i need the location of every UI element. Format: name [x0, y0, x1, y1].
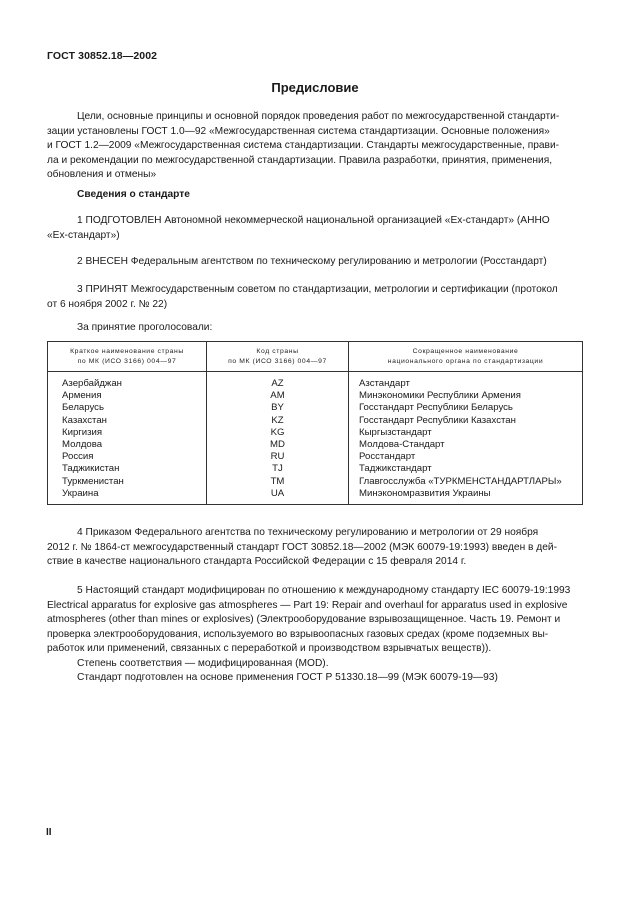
section-heading — [47, 188, 583, 203]
body-cell: Таджикстандарт — [349, 463, 583, 475]
body-cell: Госстандарт Республики Беларусь — [349, 402, 583, 414]
code-cell: KG — [207, 427, 349, 439]
section-heading-text: Сведения о стандарте — [77, 189, 190, 200]
body-cell: Госстандарт Республики Казахстан — [349, 415, 583, 427]
column-header-code: Код страны по МК (ИСО 3166) 004—97 — [207, 342, 349, 372]
item-3 — [47, 283, 583, 312]
text-line: 2 ВНЕСЕН Федеральным агентством по техническому регулированию и метрологии (Росстандарт) — [77, 256, 547, 267]
country-cell: Беларусь — [48, 402, 207, 414]
country-cell: Молдова — [48, 439, 207, 451]
code-cell: RU — [207, 451, 349, 463]
country-cell: Таджикистан — [48, 463, 207, 475]
code-cell: AZ — [207, 372, 349, 391]
table-row — [48, 451, 583, 463]
country-cell: Киргизия — [48, 427, 207, 439]
country-cell: Украина — [48, 488, 207, 505]
text-line: ла и рекомендации по межгосударственной стандартизации. Правила разработки, принятия, применения, — [47, 154, 553, 166]
table-row — [48, 463, 583, 475]
item-2 — [47, 255, 583, 270]
text-line: Electrical apparatus for explosive gas atmospheres — Part 19: Repair and overhaul for apparatus used in explosive — [47, 599, 568, 611]
table-row — [48, 488, 583, 505]
text-line: от 6 ноября 2002 г. № 22) — [47, 298, 168, 310]
document-code: ГОСТ 30852.18—2002 — [47, 50, 158, 62]
page-number: II — [46, 827, 52, 838]
table-row — [48, 415, 583, 427]
body-cell: Кыргызстандарт — [349, 427, 583, 439]
text-line: 1 ПОДГОТОВЛЕН Автономной некоммерческой национальной организацией «Ех-стандарт» (АННО — [77, 215, 550, 226]
column-header-body: Сокращенное наименование национального органа по стандартизации — [349, 342, 583, 372]
table-header-row — [48, 342, 583, 372]
table-row — [48, 476, 583, 488]
table-row — [48, 439, 583, 451]
text-line: Цели, основные принципы и основной порядок проведения работ по межгосударственной стандарти- — [77, 111, 560, 122]
text-line: проверка электрооборудования, используемого во взрывоопасных газовых средах (кроме подземных вы- — [47, 628, 549, 640]
code-cell: MD — [207, 439, 349, 451]
body-cell: Минэкономразвития Украины — [349, 488, 583, 505]
country-cell: Армения — [48, 390, 207, 402]
intro-paragraph — [47, 110, 583, 183]
table-row — [48, 402, 583, 414]
code-cell: TM — [207, 476, 349, 488]
code-cell: BY — [207, 402, 349, 414]
body-cell: Главгосслужба «ТУРКМЕНСТАНДАРТЛАРЫ» — [349, 476, 583, 488]
code-cell: KZ — [207, 415, 349, 427]
code-cell: TJ — [207, 463, 349, 475]
text-line: «Ех-стандарт») — [47, 229, 120, 241]
body-cell: Минэкономики Республики Армения — [349, 390, 583, 402]
code-cell: AM — [207, 390, 349, 402]
body-cell: Азстандарт — [349, 372, 583, 391]
text-line: 3 ПРИНЯТ Межгосударственным советом по стандартизации, метрологии и сертификации (протокол — [77, 284, 558, 295]
body-cell: Росстандарт — [349, 451, 583, 463]
text-line: и ГОСТ 1.2—2009 «Межгосударственная система стандартизации. Стандарты межгосударственные, прави- — [47, 140, 560, 151]
item-5 — [47, 584, 583, 686]
text-line: 5 Настоящий стандарт модифицирован по отношению к международному стандарту IEC 60079-19:1993 — [77, 585, 571, 596]
table-row — [48, 372, 583, 391]
column-header-country: Краткое наименование страны по МК (ИСО 3166) 004—97 — [48, 342, 207, 372]
body-cell: Молдова-Стандарт — [349, 439, 583, 451]
country-cell: Туркменистан — [48, 476, 207, 488]
voting-table — [47, 341, 583, 505]
country-cell: Россия — [48, 451, 207, 463]
text-line: 2012 г. № 1864-ст межгосударственный стандарт ГОСТ 30852.18—2002 (МЭК 60079-19:1993) введен в дей- — [47, 541, 557, 553]
text-line: работок или применений, связанных с переработкой и производством взрывчатых веществ)). — [47, 643, 492, 654]
item-4 — [47, 526, 583, 570]
country-cell: Азербайджан — [48, 372, 207, 391]
text-line: обновления и отмены» — [47, 169, 157, 180]
text-line: Стандарт подготовлен на основе применения ГОСТ Р 51330.18—99 (МЭК 60079-19—93) — [77, 672, 498, 683]
table-row — [48, 427, 583, 439]
page-title: Предисловие — [271, 80, 359, 95]
text-line: Степень соответствия — модифицированная (MOD). — [77, 657, 329, 669]
code-cell: UA — [207, 488, 349, 505]
text-line: зации установлены ГОСТ 1.0—92 «Межгосударственная система стандартизации. Основные положения» — [47, 125, 550, 137]
vote-intro — [47, 321, 583, 336]
item-1 — [47, 214, 583, 243]
text-line: За принятие проголосовали: — [77, 322, 213, 333]
text-line: 4 Приказом Федерального агентства по техническому регулированию и метрологии от 29 ноября — [77, 527, 539, 538]
country-cell: Казахстан — [48, 415, 207, 427]
text-line: atmospheres (other than mines or explosives) (Электрооборудование взрывозащищенное. Часть 19. Ремонт и — [47, 614, 561, 625]
text-line: ствие в качестве национального стандарта Российской Федерации с 15 февраля 2014 г. — [47, 556, 467, 567]
table-row — [48, 390, 583, 402]
